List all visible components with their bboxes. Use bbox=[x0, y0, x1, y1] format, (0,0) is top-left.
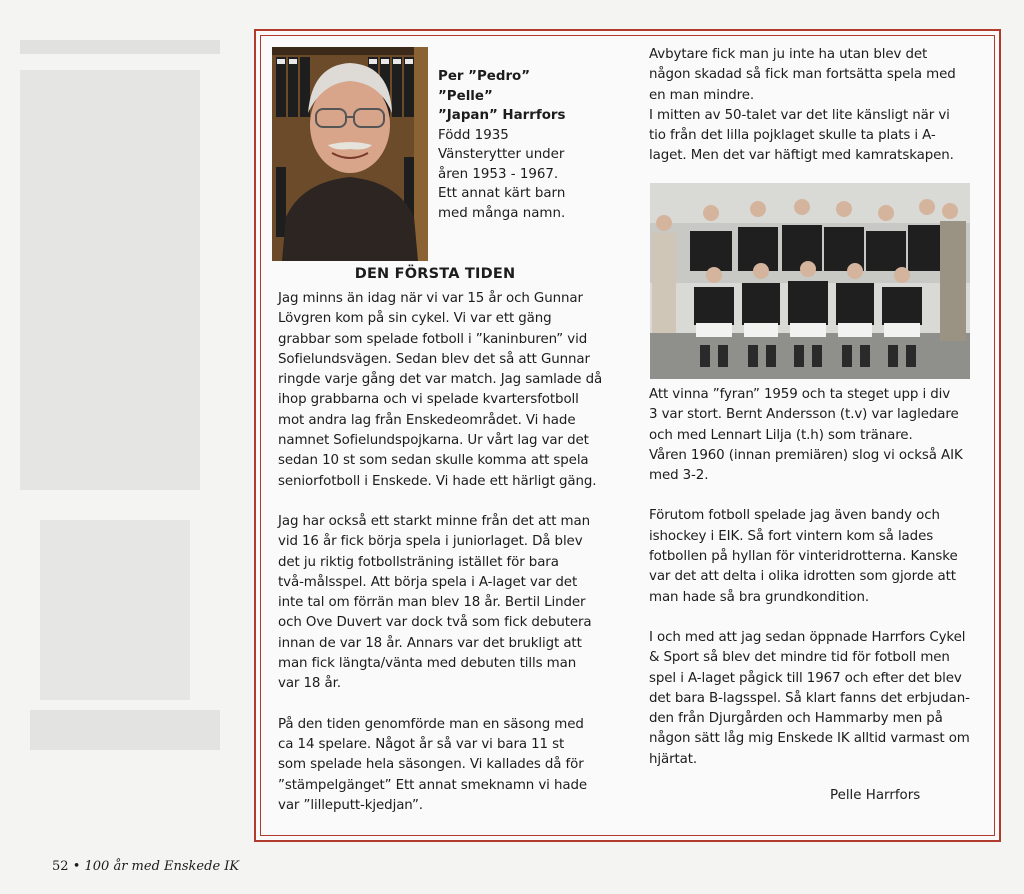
caption-line: med många namn. bbox=[438, 205, 566, 221]
text-line: ringde varje gång det var match. Jag samlade då bbox=[278, 372, 603, 388]
portrait-image bbox=[272, 47, 428, 261]
text-line: Sofielundsvägen. Sedan blev det så att Gunnar bbox=[278, 351, 590, 367]
caption-line: Vänsterytter under bbox=[438, 147, 565, 162]
page-footer bbox=[52, 859, 239, 874]
text-line: ca 14 spelare. Något år så var vi bara 11 st bbox=[278, 736, 565, 752]
caption-line: åren 1953 - 1967. bbox=[438, 166, 559, 182]
paragraph bbox=[649, 628, 979, 770]
text-line: sedan 10 st som sedan skulle komma att spela bbox=[278, 453, 589, 469]
team-photo-image bbox=[650, 183, 970, 379]
team-photo bbox=[650, 183, 970, 379]
text-line: Våren 1960 (innan premiären) slog vi också AIK bbox=[649, 447, 963, 463]
text-line: Förutom fotboll spelade jag även bandy och bbox=[649, 508, 940, 524]
caption-name-line1: Per ”Pedro” ”Pelle” bbox=[438, 69, 531, 104]
text-line: två-målsspel. Att börja spela i A-laget var det bbox=[278, 574, 578, 590]
text-line: ihop grabbarna och vi spelade kvartersfotboll bbox=[278, 392, 579, 408]
text-line: som spelade hela säsongen. Vi kallades då för bbox=[278, 757, 584, 773]
text-line: och Ove Duvert var dock två som fick debutera bbox=[278, 615, 592, 631]
text-line: 3 var stort. Bernt Andersson (t.v) var lagledare bbox=[649, 407, 959, 423]
text-line: vid 16 år fick börja spela i juniorlaget. Då blev bbox=[278, 534, 583, 550]
text-line: fotbollen på hyllan för vinteridrotterna. Kanske bbox=[649, 549, 958, 565]
text-line: någon sätt låg mig Enskede IK alltid varmast om bbox=[649, 731, 970, 747]
caption-line: Född 1935 bbox=[438, 127, 509, 143]
right-column-bottom bbox=[649, 385, 979, 770]
text-line: I mitten av 50-talet var det lite känsligt när vi bbox=[649, 107, 950, 123]
text-line: spel i A-laget pågick till 1967 och efter det blev bbox=[649, 670, 962, 686]
text-line: var det att delta i olika idrotten som gjorde att bbox=[649, 569, 956, 585]
signature: Pelle Harrfors bbox=[830, 788, 921, 803]
left-column bbox=[278, 289, 608, 816]
text-line: På den tiden genomförde man en säsong med bbox=[278, 716, 584, 732]
paragraph bbox=[649, 506, 979, 607]
caption-line: Ett annat kärt barn bbox=[438, 186, 566, 201]
text-line: seniorfotboll i Enskede. Vi hade ett härligt gäng. bbox=[278, 473, 597, 489]
section-heading: DEN FÖRSTA TIDEN bbox=[354, 266, 516, 282]
paragraph bbox=[278, 512, 608, 695]
text-line: med 3-2. bbox=[649, 468, 709, 484]
text-line: namnet Sofielundspojkarna. Ur vårt lag var det bbox=[278, 433, 589, 449]
text-line: inte tal om förrän man blev 18 år. Bertil Linder bbox=[278, 595, 586, 611]
text-line: mot andra lag från Enskedeområdet. Vi hade bbox=[278, 412, 576, 428]
text-line: och med Lennart Lilja (t.h) som tränare. bbox=[649, 427, 913, 443]
paragraph bbox=[649, 385, 979, 486]
text-line: hjärtat. bbox=[649, 751, 698, 767]
text-line: ishockey i EIK. Så fort vintern kom så lades bbox=[649, 528, 934, 544]
page-number: 52 bbox=[52, 859, 69, 874]
portrait-photo bbox=[272, 47, 428, 261]
text-line: man hade så bra grundkondition. bbox=[649, 589, 870, 605]
text-line: laget. Men det var häftigt med kamratskapen. bbox=[649, 148, 954, 164]
text-line: det bara B-lagsspel. Så klart fanns det erbjudan- bbox=[649, 690, 970, 706]
text-line: den från Djurgården och Hammarby men på bbox=[649, 711, 943, 727]
text-line: ”stämpelgänget” Ett annat smeknamn vi hade bbox=[278, 777, 587, 793]
text-line: Lövgren kom på sin cykel. Vi var ett gäng bbox=[278, 311, 552, 327]
text-line: & Sport så blev det mindre tid för fotboll men bbox=[649, 650, 950, 666]
text-line: någon skadad så fick man fortsätta spela med bbox=[649, 67, 956, 83]
publication-title: 100 år med Enskede IK bbox=[84, 859, 240, 874]
bleed-through-shadow bbox=[0, 0, 240, 840]
text-line: tio från det lilla pojklaget skulle ta plats i A- bbox=[649, 128, 936, 144]
text-line: Avbytare fick man ju inte ha utan blev det bbox=[649, 47, 928, 62]
text-line: man fick längta/vänta med debuten tills man bbox=[278, 656, 577, 672]
text-line: Jag har också ett starkt minne från det att man bbox=[278, 513, 590, 529]
text-line: grabbar som spelade fotboll i ”kaninburen” vid bbox=[278, 331, 588, 347]
text-line: Att vinna ”fyran” 1959 och ta steget upp i div bbox=[649, 387, 951, 402]
footer-separator: • bbox=[72, 859, 81, 874]
text-line: en man mindre. bbox=[649, 87, 755, 103]
paragraph bbox=[278, 289, 608, 492]
right-column-top bbox=[649, 45, 979, 167]
paragraph bbox=[278, 715, 608, 816]
text-line: Jag minns än idag när vi var 15 år och Gunnar bbox=[278, 291, 583, 306]
caption-name-line2: ”Japan” Harrfors bbox=[438, 108, 566, 123]
text-line: I och med att jag sedan öppnade Harrfors Cykel bbox=[649, 629, 966, 645]
paragraph bbox=[649, 45, 979, 167]
text-line: var 18 år. bbox=[278, 676, 341, 692]
text-line: det ju riktig fotbollsträning istället för bara bbox=[278, 554, 559, 570]
portrait-caption bbox=[438, 67, 588, 223]
text-line: innan de var 18 år. Annars var det brukligt att bbox=[278, 635, 582, 651]
text-line: var ”lilleputt-kjedjan”. bbox=[278, 797, 423, 813]
